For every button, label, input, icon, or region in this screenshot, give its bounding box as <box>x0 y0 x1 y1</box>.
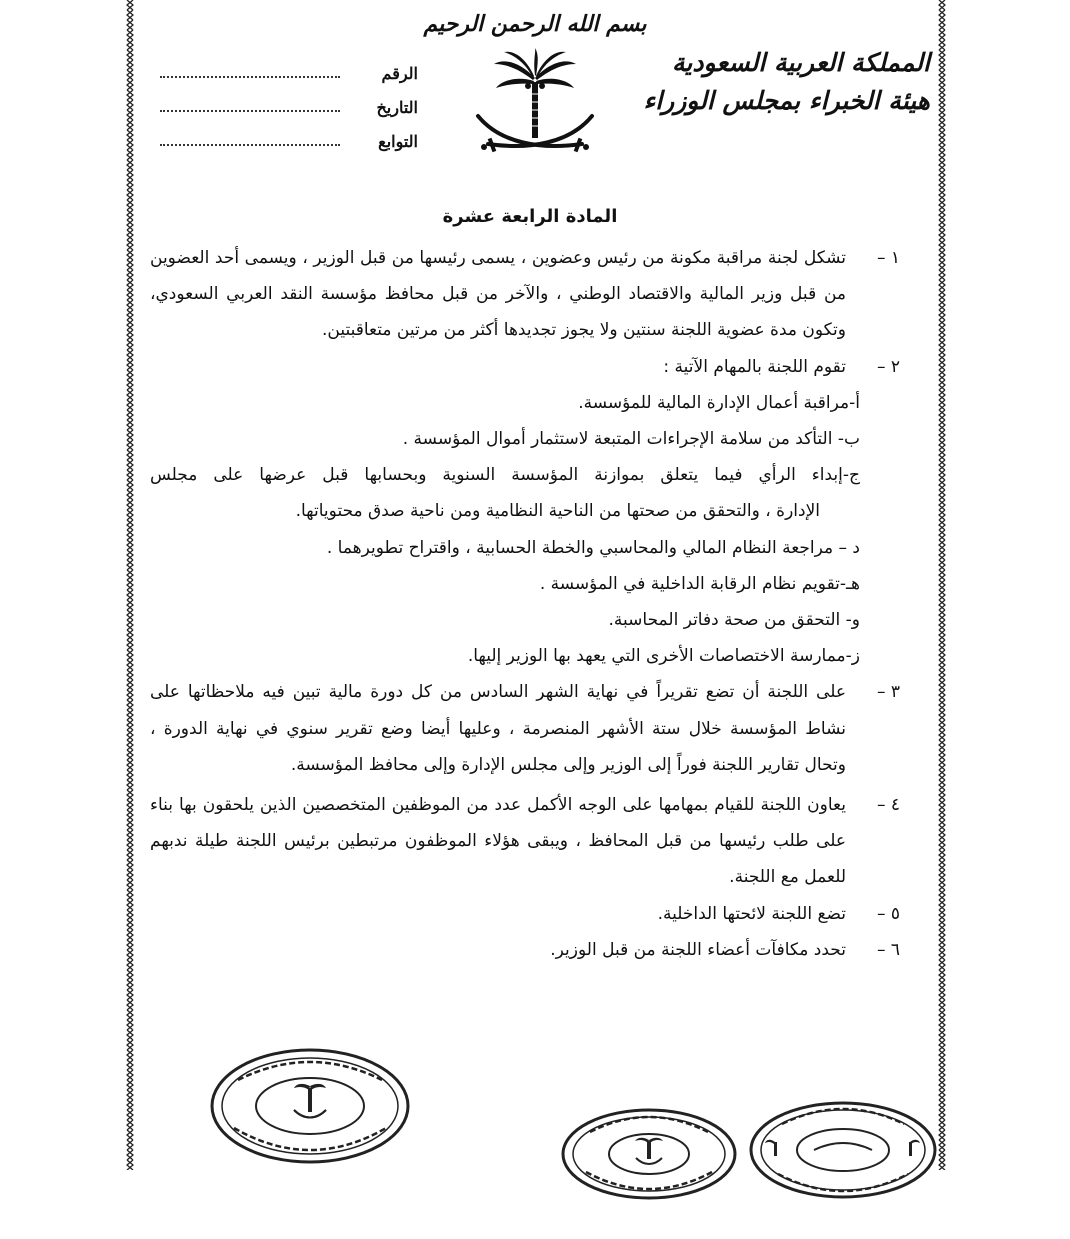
org-name-line2: هيئة الخبراء بمجلس الوزراء <box>643 86 930 115</box>
subitem: ج-إبداء الرأي فيما يتعلق بموازنة المؤسسة السنوية وبحسابها قبل عرضها على مجلس <box>150 465 860 486</box>
page-border-left <box>126 0 134 1170</box>
seal-council-presidency-icon <box>748 1100 938 1200</box>
article-item <box>150 349 900 385</box>
field-number-dots <box>160 76 340 78</box>
item-number: ١ – <box>876 248 900 268</box>
article-item <box>150 674 900 783</box>
subitem: ب- التأكد من سلامة الإجراءات المتبعة لاستثمار أموال المؤسسة . <box>402 429 860 450</box>
subitem: أ-مراقبة أعمال الإدارة المالية للمؤسسة. <box>578 392 860 413</box>
seal-general-secretariat-icon <box>560 1106 738 1202</box>
letterhead-fields <box>160 56 418 158</box>
item-number: ٣ – <box>876 682 900 703</box>
article-item <box>150 896 900 932</box>
field-attachments-label: التوابع <box>378 131 418 151</box>
seal-experts-commission-icon <box>208 1046 413 1166</box>
item-text: تقوم اللجنة بالمهام الآتية : <box>663 356 846 377</box>
subitem: و- التحقق من صحة دفاتر المحاسبة. <box>608 610 860 631</box>
subitem: د – مراجعة النظام المالي والمحاسبي والخطة الحسابية ، واقتراح تطويرهما . <box>326 537 860 558</box>
org-name-line1: المملكة العربية السعودية <box>671 48 930 77</box>
article-item <box>150 787 900 896</box>
item-number: ٤ – <box>876 795 900 816</box>
item-text: على اللجنة أن تضع تقريراً في نهاية الشهر السادس من كل دورة مالية تبين فيه ملاحظاتها على نشاط المؤسسة خلال ستة الأشهر المنصرمة ، وعليها أيضا وضع تقرير سنوي في نهاية الدورة ، وتحال تقارير اللجنة فوراً إلى الوزير وإلى مجلس الإدارة وإلى محافظ المؤسسة. <box>150 682 846 775</box>
page-border-right <box>938 0 946 1170</box>
field-date-label: التاريخ <box>376 97 418 117</box>
basmala-text: بسم الله الرحمن الرحيم <box>423 11 647 37</box>
field-attachments <box>160 124 418 158</box>
palm-swords-emblem-icon <box>470 48 600 163</box>
item-text: تشكل لجنة مراقبة مكونة من رئيس وعضوين ، يسمى رئيسها من قبل الوزير ، ويسمى أحد العضوين من قبل وزير المالية والاقتصاد الوطني ، والآخر من قبل محافظ مؤسسة النقد العربي السعودي، وتكون مدة عضوية اللجنة سنتين ولا يجوز تجديدها أكثر من مرتين متعاقبتين. <box>150 248 846 341</box>
item-number: ٥ – <box>876 903 900 924</box>
item-number: ٦ – <box>876 939 900 960</box>
article-item <box>150 932 900 968</box>
item-text: يعاون اللجنة للقيام بمهامها على الوجه الأكمل عدد من الموظفين المتخصصين الذين يلحقون بها بناء على طلب رئيسها من قبل المحافظ ، ويبقى هؤلاء الموظفون مرتبطين برئيس اللجنة طيلة ندبهم للعمل مع اللجنة. <box>150 795 846 888</box>
subitem: هـ-تقويم نظام الرقابة الداخلية في المؤسسة . <box>539 573 860 594</box>
item-text: تضع اللجنة لائحتها الداخلية. <box>657 903 846 924</box>
field-number <box>160 56 418 90</box>
subitem: ز-ممارسة الاختصاصات الأخرى التي يعهد بها الوزير إليها. <box>467 646 860 667</box>
article-title: المادة الرابعة عشرة <box>442 206 618 227</box>
article-item <box>150 240 900 349</box>
subitem-continuation: الإدارة ، والتحقق من صحتها من الناحية النظامية ومن ناحية صدق محتوياتها. <box>295 501 820 522</box>
basmala-calligraphy <box>420 4 650 40</box>
field-date <box>160 90 418 124</box>
article-body <box>150 240 900 968</box>
field-attachments-dots <box>160 144 340 146</box>
item-number: ٢ – <box>876 356 900 377</box>
item-text: تحدد مكافآت أعضاء اللجنة من قبل الوزير. <box>550 939 846 960</box>
field-number-label: الرقم <box>381 63 418 83</box>
field-date-dots <box>160 110 340 112</box>
organization-header <box>643 44 930 120</box>
